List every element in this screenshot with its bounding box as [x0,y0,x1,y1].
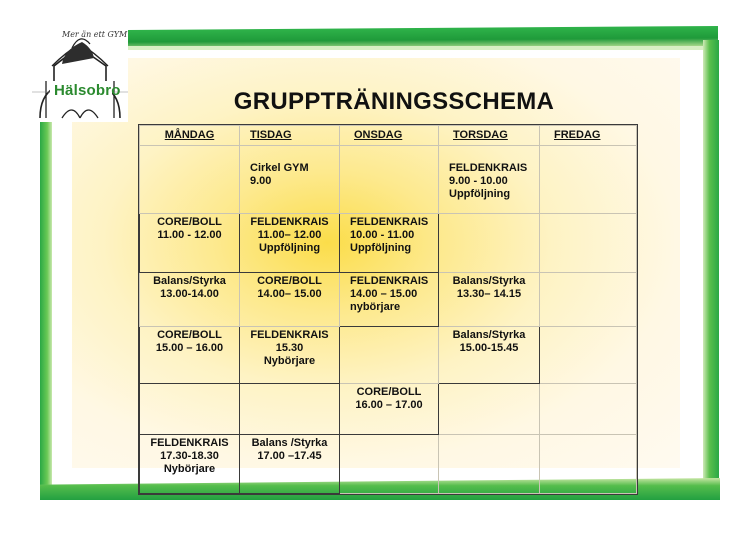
schedule-cell [140,273,240,327]
class-entry [340,146,438,148]
day-label: TORSDAG [453,129,508,141]
class-entry [540,273,636,275]
class-entry: FELDENKRAIS 9.00 - 10.00 Uppföljning [449,162,528,200]
day-label: TISDAG [250,129,292,141]
class-entry [140,384,239,386]
schedule-cell [140,435,240,494]
schedule-cell [240,327,340,384]
table-row [140,214,637,273]
class-entry [439,435,539,437]
schedule-cell [439,327,540,384]
class-entry [140,146,239,148]
class-entry: FELDENKRAIS 10.00 - 11.00 Uppföljning [350,216,429,254]
header-cell-thursday [439,126,540,146]
schedule-cell [240,435,340,494]
title-text: GRUPPTRÄNINGSSCHEMA [233,88,555,115]
schedule-cell [340,214,439,273]
schedule-cell [439,214,540,273]
day-label: ONSDAG [354,129,403,141]
left-stripe [40,120,52,500]
schedule-cell [140,214,240,273]
schedule-cell [340,327,439,384]
class-entry [540,435,636,437]
class-entry: CORE/BOLL 14.00– 15.00 [257,275,322,300]
class-entry [540,384,636,386]
schedule-cell [439,435,540,494]
schedule-cell [340,146,439,214]
schedule-cell [540,214,637,273]
class-entry: CORE/BOLL 16.00 – 17.00 [355,386,423,411]
header-cell-tuesday [240,126,340,146]
schedule-cell [140,384,240,435]
table-row [140,146,637,214]
schedule-cell [540,273,637,327]
schedule-cell [340,435,439,494]
schedule-cell [140,327,240,384]
class-entry [340,435,438,437]
header-cell-monday [140,126,240,146]
schedule-cell [540,146,637,214]
schedule-cell [540,435,637,494]
class-entry [240,384,339,386]
schedule-cell [240,146,340,214]
table-row [140,327,637,384]
logo-name: Hälsobro [54,82,121,99]
class-entry [540,327,636,329]
class-entry: FELDENKRAIS 14.00 – 15.00 nybörjare [350,275,429,313]
schedule-cell [340,384,439,435]
schedule-cell [540,384,637,435]
header-cell-wednesday [340,126,439,146]
class-entry: Balans /Styrka 17.00 –17.45 [251,437,328,462]
class-entry: CORE/BOLL 11.00 - 12.00 [157,216,222,241]
schedule-cell [439,146,540,214]
top-stripe-highlight [128,46,718,50]
schedule-cell [140,146,240,214]
table-row [140,435,637,494]
schedule-table [139,125,637,494]
schedule-cell [240,384,340,435]
header-row [140,126,637,146]
logo-tagline: Mer än ett GYM [62,30,128,39]
schedule-cell [540,327,637,384]
class-entry [439,384,539,386]
schedule-cell [240,273,340,327]
schedule-cell [439,273,540,327]
class-entry: Balans/Styrka 13.00-14.00 [153,275,226,300]
class-entry: Cirkel GYM 9.00 [250,162,309,187]
table-row [140,273,637,327]
class-entry: FELDENKRAIS 11.00– 12.00 Uppföljning [250,216,329,254]
class-entry: Balans/Styrka 13.30– 14.15 [452,275,526,300]
schedule-cell [439,384,540,435]
class-entry [540,214,636,216]
day-label: MÅNDAG [164,129,215,141]
class-entry: CORE/BOLL 15.00 – 16.00 [155,329,224,354]
schedule-cell [340,273,439,327]
class-entry: FELDENKRAIS 15.30 Nybörjare [250,329,329,367]
class-entry [340,327,438,329]
table-row [140,384,637,435]
page-title [0,88,756,116]
schedule-cell [240,214,340,273]
class-entry [540,146,636,148]
class-entry: Balans/Styrka 15.00-15.45 [452,329,526,354]
header-cell-friday [540,126,637,146]
class-entry [439,214,539,216]
day-label: FREDAG [554,129,601,141]
class-entry: FELDENKRAIS 17.30-18.30 Nybörjare [150,437,229,475]
